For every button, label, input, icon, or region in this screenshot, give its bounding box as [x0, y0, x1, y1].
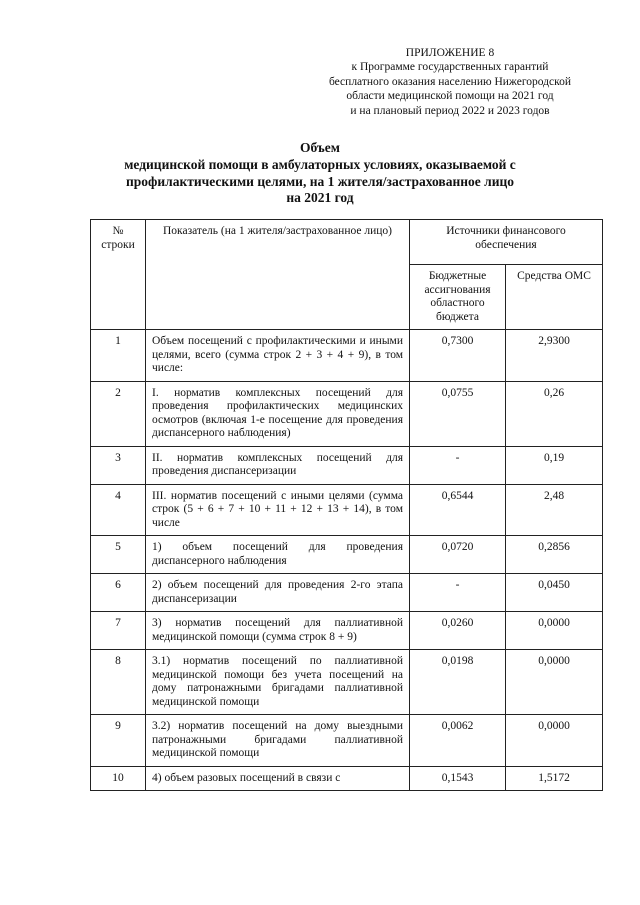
- row-number: 1: [91, 330, 146, 382]
- table-body: [91, 330, 603, 791]
- title-line: профилактическими целями, на 1 жителя/застрахованное лицо: [125, 173, 515, 189]
- row-budget-value: 0,0755: [410, 381, 506, 446]
- row-indicator: 1) объем посещений для проведения диспансерного наблюдения: [146, 536, 410, 574]
- row-number: 2: [91, 381, 146, 446]
- header-oms: Средства ОМС: [506, 265, 603, 330]
- table-row: [91, 484, 603, 536]
- row-budget-value: -: [410, 574, 506, 612]
- row-oms-value: 2,9300: [506, 330, 603, 382]
- row-oms-value: 0,0450: [506, 574, 603, 612]
- document-title: [100, 140, 540, 207]
- appendix-header: [300, 46, 600, 118]
- row-oms-value: 0,0000: [506, 715, 603, 767]
- table-row: [91, 766, 603, 791]
- table-row: [91, 612, 603, 650]
- appendix-line: к Программе государственных гарантий: [351, 61, 549, 74]
- appendix-line: и на плановый период 2022 и 2023 годов: [350, 104, 550, 117]
- row-budget-value: 0,0720: [410, 536, 506, 574]
- row-oms-value: 0,0000: [506, 612, 603, 650]
- title-line: на 2021 год: [286, 190, 354, 206]
- header-sources: Источники финансового обеспечения: [410, 220, 603, 265]
- table-row: [91, 330, 603, 382]
- row-oms-value: 0,0000: [506, 650, 603, 715]
- header-budget: Бюджетные ассигнования областного бюджета: [410, 265, 506, 330]
- row-indicator: II. норматив комплексных посещений для проведения диспансеризации: [146, 446, 410, 484]
- row-number: 9: [91, 715, 146, 767]
- row-oms-value: 0,2856: [506, 536, 603, 574]
- row-oms-value: 0,26: [506, 381, 603, 446]
- row-budget-value: 0,0062: [410, 715, 506, 767]
- header-row-number: № строки: [91, 220, 146, 330]
- table-row: [91, 574, 603, 612]
- row-number: 10: [91, 766, 146, 791]
- row-budget-value: 0,6544: [410, 484, 506, 536]
- table-row: [91, 536, 603, 574]
- row-number: 7: [91, 612, 146, 650]
- table-row: [91, 446, 603, 484]
- row-indicator: Объем посещений с профилактическими и иными целями, всего (сумма строк 2 + 3 + 4 + 9), в том числе:: [146, 330, 410, 382]
- row-indicator: 3) норматив посещений для паллиативной медицинской помощи (сумма строк 8 + 9): [146, 612, 410, 650]
- row-budget-value: 0,1543: [410, 766, 506, 791]
- row-indicator: III. норматив посещений с иными целями (сумма строк (5 + 6 + 7 + 10 + 11 + 12 + 13 + 14), в том числе: [146, 484, 410, 536]
- row-indicator: I. норматив комплексных посещений для проведения профилактических медицинских осмотров (включая 1-е посещение для проведения диспансерного наблюдения): [146, 381, 410, 446]
- row-number: 8: [91, 650, 146, 715]
- row-budget-value: 0,0260: [410, 612, 506, 650]
- header-indicator: Показатель (на 1 жителя/застрахованное лицо): [146, 220, 410, 330]
- row-number: 3: [91, 446, 146, 484]
- row-budget-value: 0,0198: [410, 650, 506, 715]
- title-line: медицинской помощи в амбулаторных условиях, оказываемой с: [124, 156, 516, 172]
- row-number: 5: [91, 536, 146, 574]
- row-number: 4: [91, 484, 146, 536]
- table-row: [91, 650, 603, 715]
- row-oms-value: 1,5172: [506, 766, 603, 791]
- row-indicator: 3.1) норматив посещений по паллиативной медицинской помощи без учета посещений на дому патронажными бригадами паллиативной медицинской помощи: [146, 650, 410, 715]
- row-indicator: 3.2) норматив посещений на дому выездными патронажными бригадами паллиативной медицинской помощи: [146, 715, 410, 767]
- row-oms-value: 0,19: [506, 446, 603, 484]
- row-indicator: 4) объем разовых посещений в связи с: [146, 766, 410, 791]
- table-row: [91, 381, 603, 446]
- appendix-line: области медицинской помощи на 2021 год: [346, 90, 554, 103]
- table-row: [91, 715, 603, 767]
- row-indicator: 2) объем посещений для проведения 2-го этапа диспансеризации: [146, 574, 410, 612]
- appendix-line: бесплатного оказания населению Нижегородской: [328, 75, 572, 88]
- volume-table: [90, 219, 603, 791]
- appendix-line: ПРИЛОЖЕНИЕ 8: [405, 47, 495, 59]
- title-line: Объем: [300, 140, 340, 155]
- row-budget-value: -: [410, 446, 506, 484]
- row-oms-value: 2,48: [506, 484, 603, 536]
- row-number: 6: [91, 574, 146, 612]
- row-budget-value: 0,7300: [410, 330, 506, 382]
